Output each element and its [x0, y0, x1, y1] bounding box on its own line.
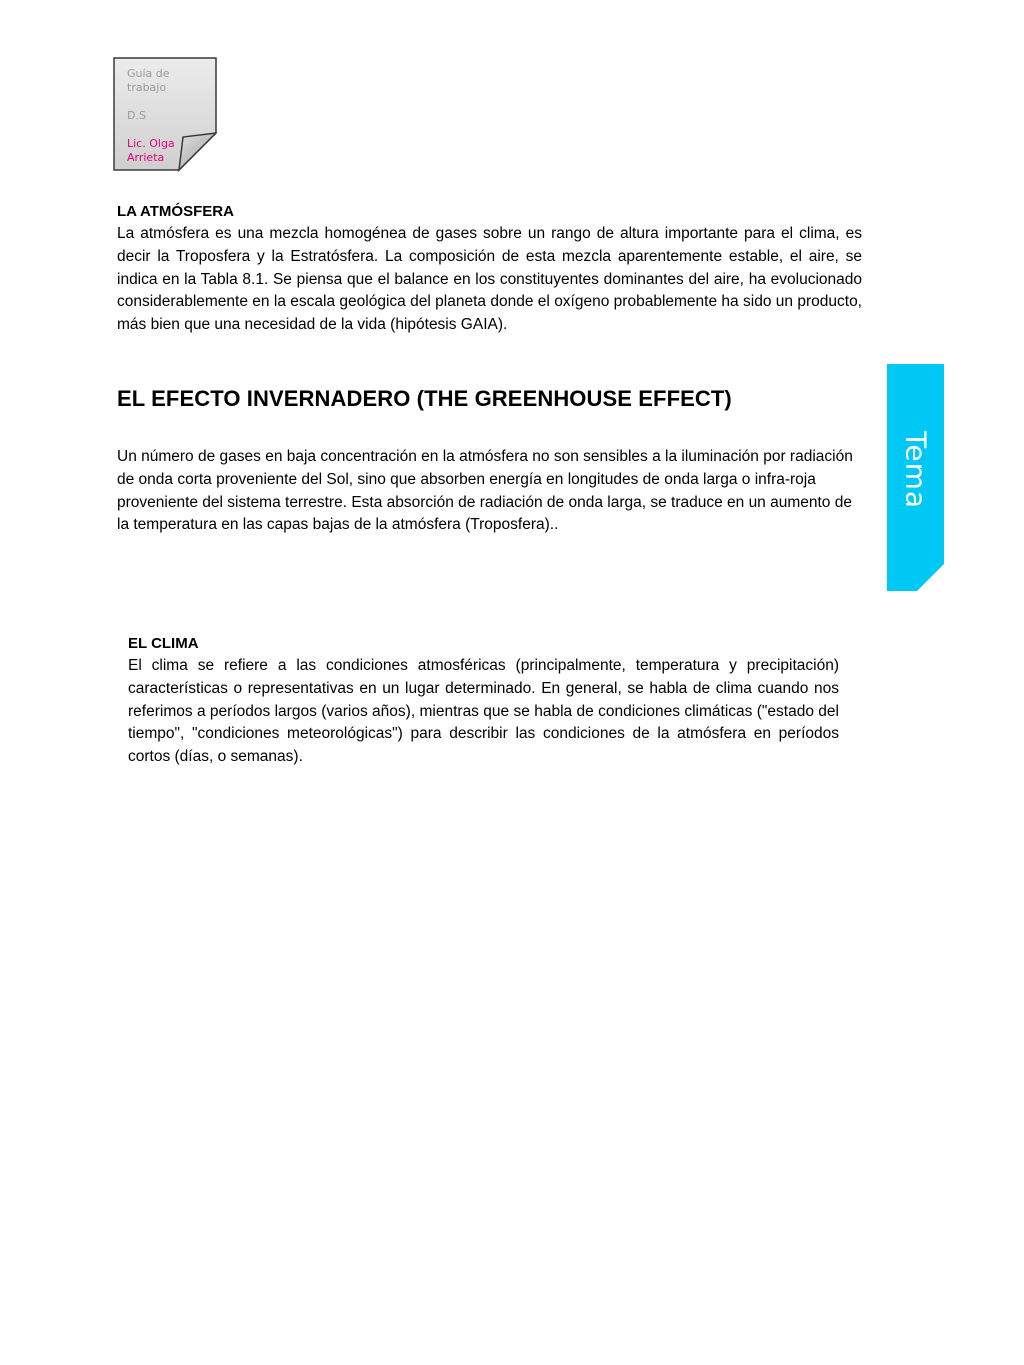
section-heading: EL CLIMA [128, 635, 199, 652]
note-code: D.S [127, 109, 146, 122]
note-spacer [127, 95, 207, 109]
section-efecto-invernadero [117, 446, 862, 537]
note-author-line2: Arrieta [127, 151, 165, 164]
section-body: El clima se refiere a las condiciones atmosféricas (principalmente, temperatura y precipitación) características o representativas en un lugar determinado. En general, se habla de clima cuando nos referimos a períodos largos (varios años), mientras que se habla de condiciones climáticas ("estado del tiempo", "condiciones meteorológicas") para describir las condiciones de la atmósfera en períodos cortos (días, o semanas). [128, 657, 839, 766]
note-guide-line2: trabajo [127, 81, 167, 94]
note-guide-line1: Guía de [127, 67, 170, 80]
section-atmosfera [117, 201, 862, 337]
page-title: EL EFECTO INVERNADERO (THE GREENHOUSE EFFECT) [117, 386, 732, 411]
side-tab-label: Tema [899, 430, 932, 510]
side-tab [887, 364, 944, 591]
note-author-line1: Lic. Olga [127, 137, 175, 150]
section-body: La atmósfera es una mezcla homogénea de gases sobre un rango de altura importante para el clima, es decir la Troposfera y la Estratósfera. La composición de esta mezcla aparentemente estable, el aire, se indica en la Tabla 8.1. Se piensa que el balance en los constituyentes dominantes del aire, ha evolucionado considerablemente en la escala geológica del planeta donde el oxígeno probablemente ha sido un producto, más bien que una necesidad de la vida (hipótesis GAIA). [117, 225, 862, 334]
section-heading: LA ATMÓSFERA [117, 203, 234, 220]
section-clima [128, 633, 839, 769]
section-body: Un número de gases en baja concentración en la atmósfera no son sensibles a la iluminación por radiación de onda corta proveniente del Sol, sino que absorben energía en longitudes de onda larga o infra-roja proveniente del sistema terrestre. Esta absorción de radiación de onda larga, se traduce en un aumento de la temperatura en las capas bajas de la atmósfera (Troposfera).. [117, 448, 853, 534]
note-spacer [127, 123, 207, 137]
note-text [127, 67, 207, 165]
sticky-note [113, 57, 217, 171]
